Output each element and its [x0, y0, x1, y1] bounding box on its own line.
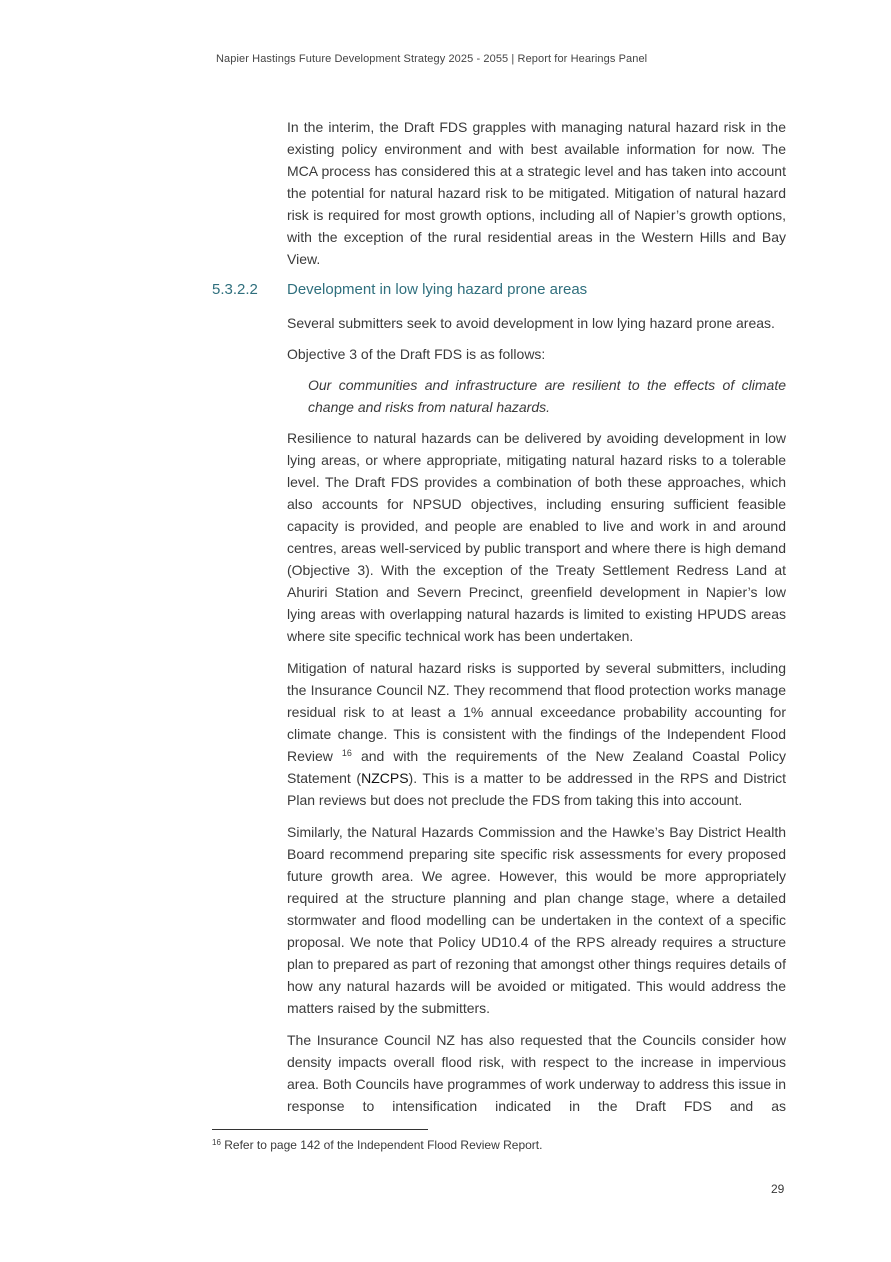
- paragraph-interim-text: In the interim, the Draft FDS grapples with managing natural hazard risk in the existing policy environment and with best available information for now. The MCA process has considered this at a strategic level and has taken into account the potential for natural hazard risk to be mitigated. Mitigation of natural hazard risk is required for most growth options, including all of Napier’s growth options, with the exception of the rural residential areas in the Western Hills and Bay View.: [287, 119, 786, 267]
- paragraph-objective-intro: [287, 343, 786, 365]
- paragraph-density: [287, 1029, 786, 1117]
- paragraph-similarly-text: Similarly, the Natural Hazards Commission and the Hawke’s Bay District Health Board recommend preparing site specific risk assessments for every proposed future growth area. We agree. However, this would be more appropriately required at the structure planning and plan change stage, where a detailed stormwater and flood modelling can be undertaken in the context of a specific proposal. We note that Policy UD10.4 of the RPS already requires a structure plan to prepared as part of rezoning that amongst other things requires details of how any natural hazards will be avoided or mitigated. This would address the matters raised by the submitters.: [287, 824, 786, 1016]
- paragraph-resilience-text: Resilience to natural hazards can be delivered by avoiding development in low lying areas, or where appropriate, mitigating natural hazard risks to a tolerable level. The Draft FDS provides a combination of both these approaches, which also accounts for NPSUD objectives, including ensuring sufficient feasible capacity is provided, and people are enabled to live and work in and around centres, areas well-serviced by public transport and where there is high demand (Objective 3). With the exception of the Treaty Settlement Redress Land at Ahuriri Station and Severn Precinct, greenfield development in Napier’s low lying areas with overlapping natural hazards is limited to existing HPUDS areas where site specific technical work has been undertaken.: [287, 430, 786, 644]
- footnote-divider: [212, 1129, 428, 1130]
- mitigation-text-middle: and with the requirements of the New Zealand Coastal Policy Statement (: [287, 748, 786, 786]
- footnote-number: 16: [212, 1138, 221, 1147]
- mitigation-text-before: Mitigation of natural hazard risks is supported by several submitters, including the Insurance Council NZ. They recommend that flood protection works manage residual risk to at least a 1% annual exceedance probability accounting for climate change. This is consistent with the findings of the Independent Flood Review: [287, 660, 786, 764]
- paragraph-resilience: [287, 427, 786, 647]
- paragraph-objective-intro-text: Objective 3 of the Draft FDS is as follows:: [287, 346, 546, 362]
- paragraph-similarly: [287, 821, 786, 1019]
- running-header: Napier Hastings Future Development Strategy 2025 - 2055 | Report for Hearings Panel: [216, 53, 648, 65]
- footnote-reference[interactable]: 16: [341, 748, 352, 758]
- mitigation-text-after: ). This is a matter to be addressed in the RPS and District Plan reviews but does not preclude the FDS from taking this into account.: [287, 770, 786, 808]
- paragraph-density-text: The Insurance Council NZ has also requested that the Councils consider how density impacts overall flood risk, with respect to the increase in impervious area. Both Councils have programmes of work underway to address this issue in response to intensification indicated in the Draft FDS and as: [287, 1032, 786, 1114]
- paragraph-submitters: [287, 312, 786, 334]
- paragraph-mitigation: [287, 657, 786, 811]
- footnote-text: Refer to page 142 of the Independent Flood Review Report.: [220, 1138, 543, 1152]
- paragraph-mitigation-text: [287, 657, 786, 811]
- nzcps-abbreviation: NZCPS: [361, 770, 409, 786]
- paragraph-interim: [287, 116, 786, 270]
- section-title: Development in low lying hazard prone areas: [287, 281, 588, 298]
- footnote: [212, 1138, 542, 1152]
- paragraph-submitters-text: Several submitters seek to avoid development in low lying hazard prone areas.: [287, 315, 775, 331]
- objective-quote: Our communities and infrastructure are resilient to the effects of climate change and risks from natural hazards.: [308, 377, 786, 415]
- section-number: 5.3.2.2: [212, 281, 258, 298]
- page-number: 29: [771, 1182, 785, 1196]
